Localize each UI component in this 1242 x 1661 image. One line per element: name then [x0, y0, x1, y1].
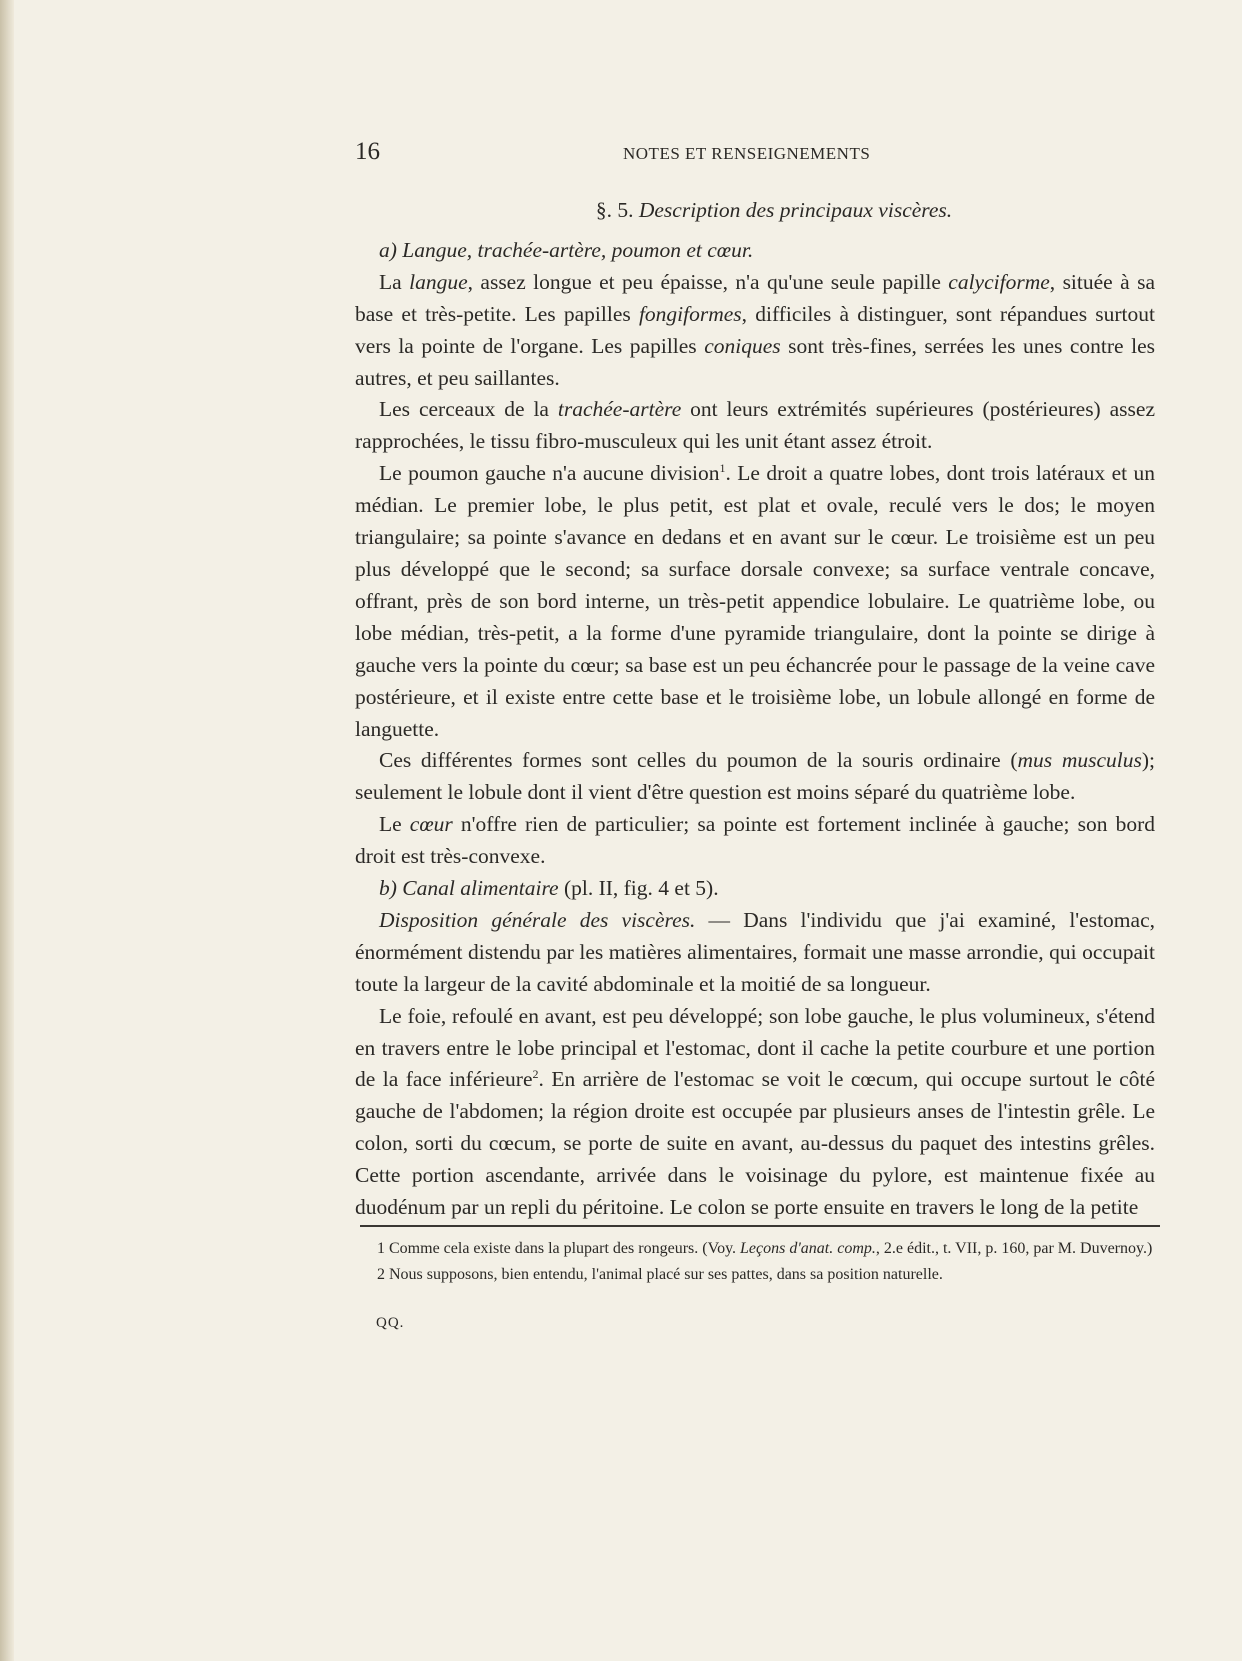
- subsection-a-heading: [355, 235, 1155, 267]
- section-title: Description des principaux viscères.: [638, 198, 953, 222]
- subsection-b-label: b): [379, 876, 397, 901]
- subsection-b-title: Canal alimentaire: [402, 876, 559, 901]
- footnote-ref-1: 1: [719, 461, 726, 476]
- catchword: QQ.: [376, 1315, 405, 1331]
- page-number: 16: [355, 138, 380, 165]
- paragraph-coeur: Le cœur n'offre rien de particulier; sa pointe est fortement inclinée à gauche; son bord droit est très-convexe.: [355, 812, 1155, 869]
- section-number: §. 5.: [595, 198, 634, 222]
- paragraph-disposition: Disposition générale des viscères. — Dans l'individu que j'ai examiné, l'estomac, énormément distendu par les matières alimentaires, formait une masse arrondie, qui occupait toute la largeur de la cavité abdominale et la moitié de sa longueur.: [355, 907, 1155, 996]
- subsection-a-title: Langue, trachée-artère, poumon et cœur.: [402, 237, 754, 262]
- footnotes: [355, 1236, 1155, 1288]
- footnote-rule: [360, 1225, 1160, 1227]
- main-text: [355, 195, 1155, 1224]
- subsection-b-heading: [355, 873, 1155, 905]
- plate-reference: (pl. II, fig. 4 et 5).: [558, 876, 719, 901]
- paragraph-langue: La langue, assez longue et peu épaisse, n'a qu'une seule papille calyciforme, située à sa base et très-petite. Les papilles fongiformes, difficiles à distinguer, sont répandues surtout vers la pointe de l'organe. Les papilles coniques sont très-fines, serrées les unes contre les autres, et peu saillantes.: [355, 269, 1155, 390]
- paragraph-trachee: Les cerceaux de la trachée-artère ont leurs extrémités supérieures (postérieures) assez rapprochées, le tissu fibro-musculeux qui les unit étant assez étroit.: [355, 397, 1155, 454]
- footnote-2: 2 Nous supposons, bien entendu, l'animal placé sur ses pattes, dans sa position naturelle.: [377, 1266, 943, 1283]
- binding-gutter: [0, 0, 14, 1661]
- footnote-ref-2: 2: [532, 1067, 539, 1082]
- paragraph-souris: Ces différentes formes sont celles du poumon de la souris ordinaire (mus musculus); seulement le lobule dont il vient d'être question est moins séparé du quatrième lobe.: [355, 748, 1155, 805]
- paragraph-foie: Le foie, refoulé en avant, est peu développé; son lobe gauche, le plus volumineux, s'étend en travers entre le lobe principal et l'estomac, dont il cache la petite courbure et une portion de la face inférieure$^2$. En arrière de l'estomac se voit le cœcum, qui occupe surtout le côté gauche de l'abdomen; la région droite est occupée par plusieurs anses de l'intestin grêle. Le colon, sorti du cœcum, se porte de suite en avant, au-dessus du paquet des intestins grêles. Cette portion ascendante, arrivée dans le voisinage du pylore, est maintenue fixée au duodénum par un repli du péritoine. Le colon se porte ensuite en travers le long de la petite: [355, 1003, 1155, 1220]
- section-heading: [355, 195, 1155, 227]
- footnote-1: 1 Comme cela existe dans la plupart des rongeurs. (Voy. Leçons d'anat. comp., 2.e édit., t. VII, p. 160, par M. Duvernoy.): [377, 1240, 1153, 1257]
- running-head: [355, 138, 897, 168]
- running-title: NOTES ET RENSEIGNEMENTS: [623, 144, 871, 163]
- paragraph-poumon: Le poumon gauche n'a aucune division$^1$. Le droit a quatre lobes, dont trois latéraux et un médian. Le premier lobe, le plus petit, est plat et ovale, reculé vers le dos; le moyen triangulaire; sa pointe s'avance en dedans et en avant sur le cœur. Le troisième est un peu plus développé que le second; sa surface dorsale convexe; sa surface ventrale concave, offrant, près de son bord interne, un très-petit appendice lobulaire. Le quatrième lobe, ou lobe médian, très-petit, a la forme d'une pyramide triangulaire, dont la pointe se dirige à gauche vers la pointe du cœur; sa base est un peu échancrée pour le passage de la veine cave postérieure, et il existe entre cette base et le troisième lobe, un lobule allongé en forme de languette.: [355, 461, 1156, 741]
- subsection-a-label: a): [379, 237, 397, 262]
